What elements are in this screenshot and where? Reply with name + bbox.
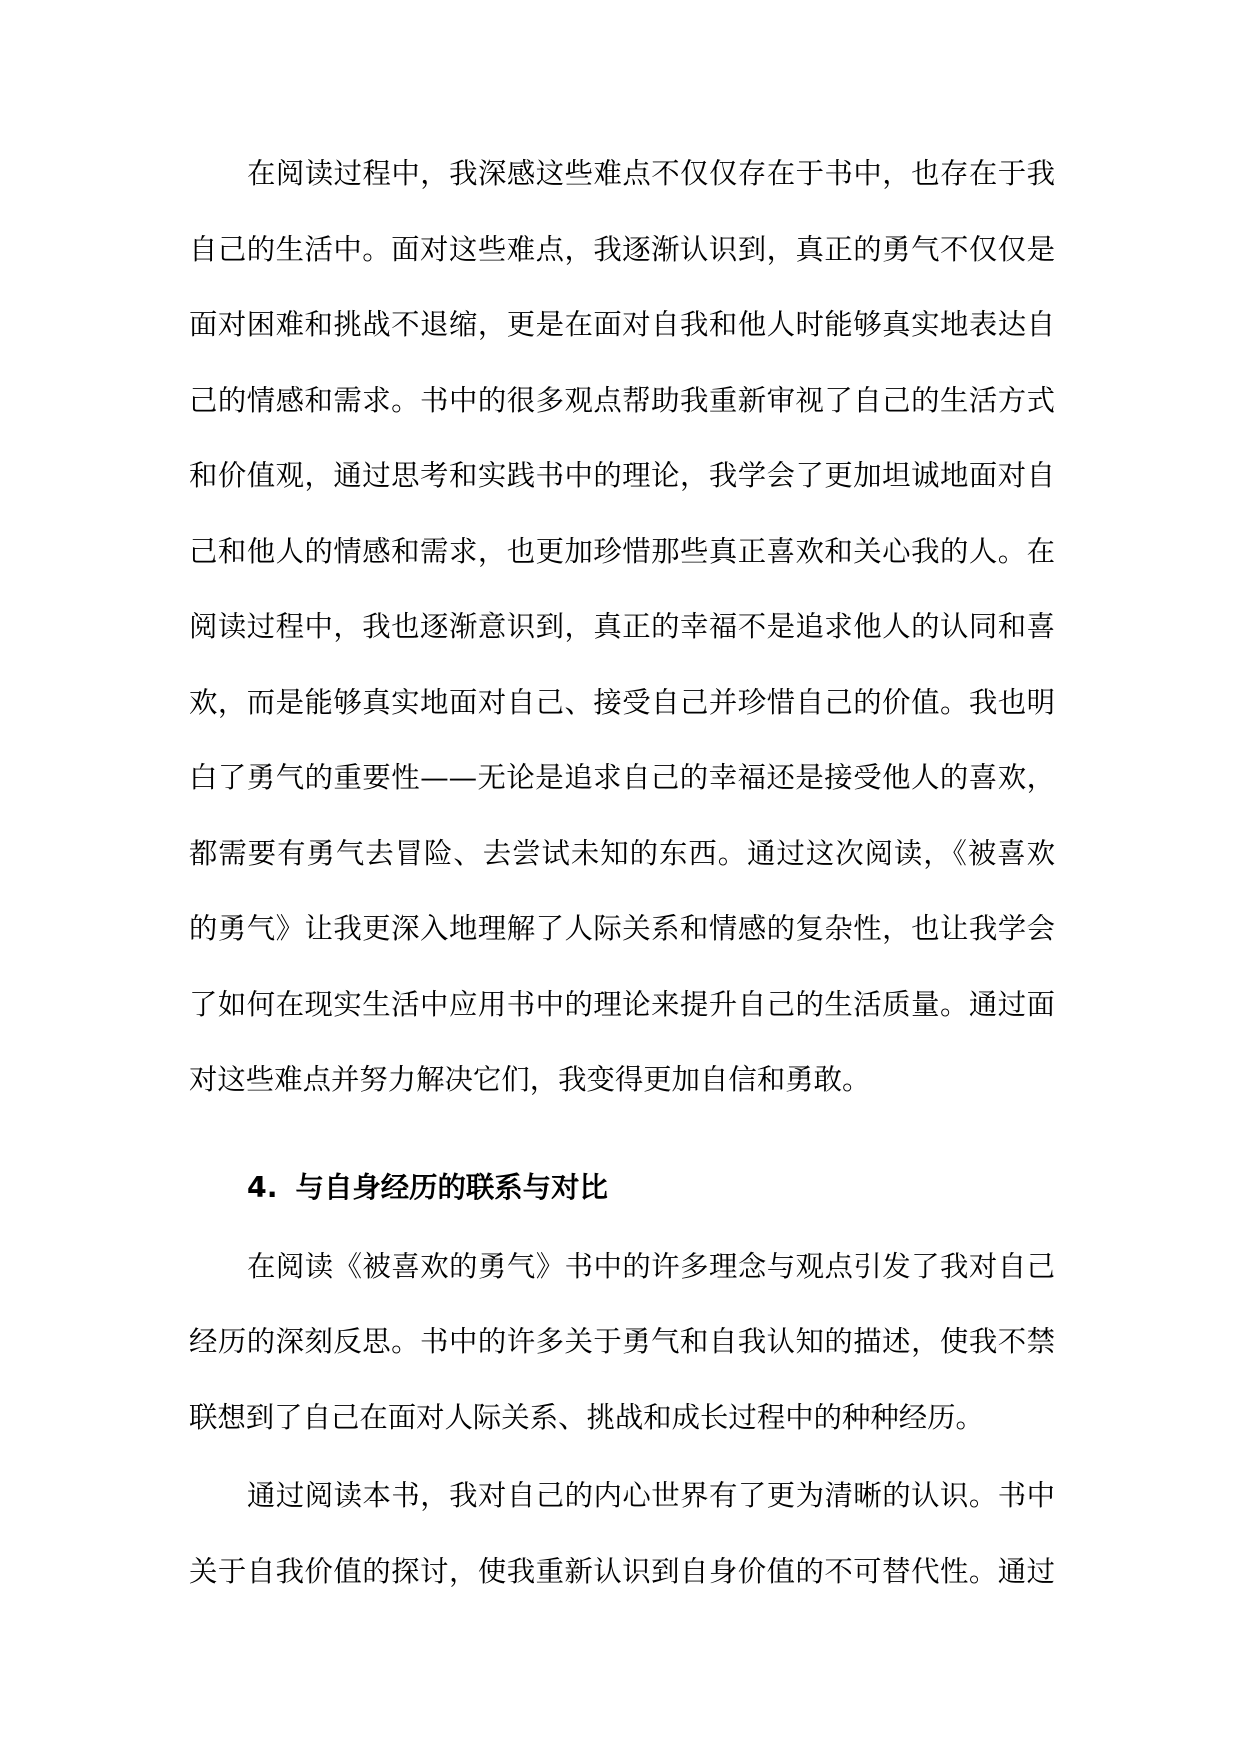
text-line: 了如何在现实生活中应用书中的理论来提升自己的生活质量。通过面: [189, 987, 1055, 1021]
text-line: 己和他人的情感和需求，也更加珍惜那些真正喜欢和关心我的人。在: [189, 534, 1055, 568]
text-line: 对这些难点并努力解决它们，我变得更加自信和勇敢。: [189, 1063, 871, 1096]
text-line: 和价值观，通过思考和实践书中的理论，我学会了更加坦诚地面对自: [189, 459, 1055, 492]
text-line: 通过阅读本书，我对自己的内心世界有了更为清晰的认识。书中: [247, 1479, 1055, 1512]
section-heading: [189, 1150, 1055, 1226]
text-line: 经历的深刻反思。书中的许多关于勇气和自我认知的描述，使我不禁: [189, 1325, 1055, 1358]
text-line: 在阅读《被喜欢的勇气》书中的许多理念与观点引发了我对自己: [247, 1249, 1055, 1283]
paragraph: [189, 1229, 1055, 1456]
text-line: 面对困难和挑战不退缩，更是在面对自我和他人时能够真实地表达自: [189, 308, 1055, 341]
text-line: 己的情感和需求。书中的很多观点帮助我重新审视了自己的生活方式: [189, 383, 1055, 417]
section-title: 与自身经历的联系与对比: [295, 1171, 608, 1204]
text-line: 在阅读过程中，我深感这些难点不仅仅存在于书中，也存在于我: [247, 157, 1055, 190]
text-line: 都需要有勇气去冒险、去尝试未知的东西。通过这次阅读，《被喜欢: [189, 836, 1055, 870]
text-line: 自己的生活中。面对这些难点，我逐渐认识到，真正的勇气不仅仅是: [189, 232, 1055, 266]
text-line: 关于自我价值的探讨，使我重新认识到自身价值的不可替代性。通过: [189, 1554, 1055, 1588]
section-number: 4.: [247, 1171, 278, 1204]
text-line: 阅读过程中，我也逐渐意识到，真正的幸福不是追求他人的认同和喜: [189, 610, 1055, 643]
text-line: 白了勇气的重要性——无论是追求自己的幸福还是接受他人的喜欢，: [189, 761, 1055, 794]
document-body: [189, 136, 1055, 1609]
text-line: 欢，而是能够真实地面对自己、接受自己并珍惜自己的价值。我也明: [189, 685, 1055, 719]
text-line: 联想到了自己在面对人际关系、挑战和成长过程中的种种经历。: [189, 1400, 984, 1434]
paragraph: [189, 136, 1055, 1118]
text-line: 的勇气》让我更深入地理解了人际关系和情感的复杂性，也让我学会: [189, 912, 1055, 945]
paragraph: [189, 1458, 1055, 1609]
